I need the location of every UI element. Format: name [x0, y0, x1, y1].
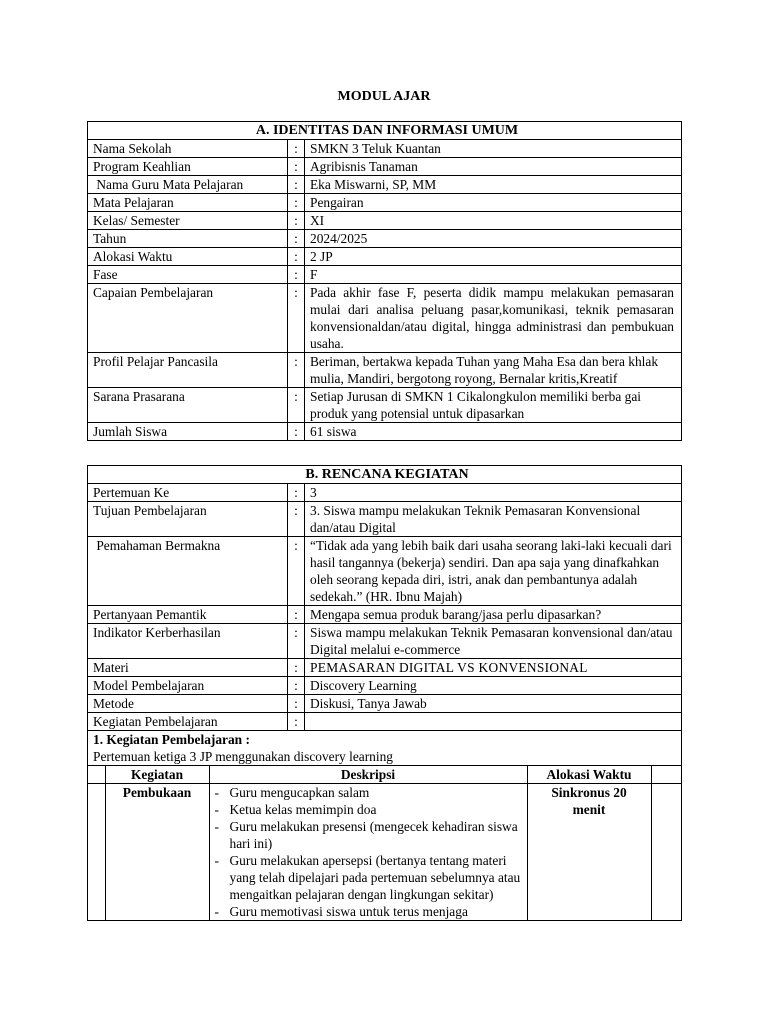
- row-label: Kegiatan Pembelajaran: [88, 713, 288, 731]
- row-separator: :: [288, 194, 305, 212]
- row-separator: :: [288, 606, 305, 624]
- row-separator: :: [288, 158, 305, 176]
- row-separator: :: [288, 140, 305, 158]
- table-row: [88, 212, 682, 230]
- row-separator: :: [288, 353, 305, 388]
- kegiatan-cell: Pembukaan: [105, 784, 209, 921]
- table-row: [88, 713, 682, 731]
- row-label: Pertemuan Ke: [88, 484, 288, 502]
- row-value: 2 JP: [305, 248, 682, 266]
- row-label: Metode: [88, 695, 288, 713]
- row-value: 3: [305, 484, 682, 502]
- row-label: Tujuan Pembelajaran: [88, 502, 288, 537]
- table-row: [88, 140, 682, 158]
- row-value: Setiap Jurusan di SMKN 1 Cikalongkulon memiliki berba gai produk yang potensial untuk dipasarkan: [305, 388, 682, 423]
- row-separator: :: [288, 176, 305, 194]
- alokasi-cell: Sinkronus 20 menit: [527, 784, 651, 921]
- blank-header-cell: [651, 766, 681, 784]
- row-label: Tahun: [88, 230, 288, 248]
- row-value: Diskusi, Tanya Jawab: [305, 695, 682, 713]
- kegiatan-section: [88, 731, 682, 921]
- list-item: - Guru mengucapkan salam: [212, 784, 523, 801]
- row-separator: :: [288, 624, 305, 659]
- row-value: [305, 713, 682, 731]
- table-row: [88, 695, 682, 713]
- section-a-header: A. IDENTITAS DAN INFORMASI UMUM: [88, 122, 682, 140]
- row-separator: :: [288, 659, 305, 677]
- table-row: [88, 423, 682, 441]
- row-value: Mengapa semua produk barang/jasa perlu dipasarkan?: [305, 606, 682, 624]
- row-value: Siswa mampu melakukan Teknik Pemasaran konvensional dan/atau Digital melalui e-commerce: [305, 624, 682, 659]
- table-row: [88, 484, 682, 502]
- row-label: Pemahaman Bermakna: [88, 537, 288, 606]
- table-row: [88, 176, 682, 194]
- row-separator: :: [288, 484, 305, 502]
- kegiatan-heading: 1. Kegiatan Pembelajaran :: [93, 732, 250, 747]
- kegiatan-subheading: Pertemuan ketiga 3 JP menggunakan discovery learning: [93, 749, 393, 764]
- row-separator: :: [288, 388, 305, 423]
- column-header-alokasi: Alokasi Waktu: [527, 766, 651, 784]
- table-row: [88, 606, 682, 624]
- table-row: [88, 194, 682, 212]
- row-separator: :: [288, 266, 305, 284]
- table-row: [88, 248, 682, 266]
- row-label: Alokasi Waktu: [88, 248, 288, 266]
- row-value: PEMASARAN DIGITAL VS KONVENSIONAL: [305, 659, 682, 677]
- table-row: [88, 158, 682, 176]
- row-value: Pengairan: [305, 194, 682, 212]
- row-label: Kelas/ Semester: [88, 212, 288, 230]
- row-separator: :: [288, 713, 305, 731]
- row-label: Profil Pelajar Pancasila: [88, 353, 288, 388]
- row-label: Pertanyaan Pemantik: [88, 606, 288, 624]
- row-label: Nama Guru Mata Pelajaran: [88, 176, 288, 194]
- list-item: - Guru melakukan apersepsi (bertanya tentang materi yang telah dipelajari pada pertemuan sebelumnya atau mengaitkan pelajaran dengan lingkungan sekitar): [212, 852, 523, 903]
- row-separator: :: [288, 212, 305, 230]
- table-row: [88, 230, 682, 248]
- row-label: Fase: [88, 266, 288, 284]
- table-row: [88, 677, 682, 695]
- row-separator: :: [288, 248, 305, 266]
- deskripsi-list: [212, 784, 523, 920]
- row-label: Program Keahlian: [88, 158, 288, 176]
- row-value: “Tidak ada yang lebih baik dari usaha seorang laki-laki kecuali dari hasil tangannya (bekerja) sendiri. Dan apa saja yang dinafkahkan oleh seorang kepada diri, istri, anak dan pembantunya adalah sedekah.” (HR. Ibnu Majah): [305, 537, 682, 606]
- row-separator: :: [288, 230, 305, 248]
- document-title: MODUL AJAR: [337, 89, 431, 104]
- section-b-header: B. RENCANA KEGIATAN: [88, 466, 682, 484]
- row-value: 2024/2025: [305, 230, 682, 248]
- list-item: - Guru melakukan presensi (mengecek kehadiran siswa hari ini): [212, 818, 523, 852]
- row-label: Model Pembelajaran: [88, 677, 288, 695]
- row-separator: :: [288, 695, 305, 713]
- row-separator: :: [288, 677, 305, 695]
- table-row: [88, 284, 682, 353]
- blank-header-cell: [88, 766, 105, 784]
- identity-table: [87, 121, 682, 441]
- table-row: [88, 266, 682, 284]
- list-item: - Guru memotivasi siswa untuk terus menjaga: [212, 903, 523, 920]
- row-value: Discovery Learning: [305, 677, 682, 695]
- row-value: Pada akhir fase F, peserta didik mampu melakukan pemasaran mulai dari analisa peluang pasar,komunikasi, teknik pemasaran konvensionaldan/atau digital, hingga administrasi dan pembukuan usaha.: [305, 284, 682, 353]
- row-separator: :: [288, 423, 305, 441]
- row-label: Materi: [88, 659, 288, 677]
- row-label: Sarana Prasarana: [88, 388, 288, 423]
- blank-cell: [651, 784, 681, 921]
- blank-cell: [88, 784, 105, 921]
- table-row: [88, 624, 682, 659]
- table-row: [88, 784, 681, 921]
- row-value: Agribisnis Tanaman: [305, 158, 682, 176]
- table-row: [88, 502, 682, 537]
- row-separator: :: [288, 284, 305, 353]
- row-value: SMKN 3 Teluk Kuantan: [305, 140, 682, 158]
- row-value: F: [305, 266, 682, 284]
- row-value: Beriman, bertakwa kepada Tuhan yang Maha Esa dan bera khlak mulia, Mandiri, bergotong royong, Bernalar kritis,Kreatif: [305, 353, 682, 388]
- row-separator: :: [288, 502, 305, 537]
- row-label: Mata Pelajaran: [88, 194, 288, 212]
- row-label: Jumlah Siswa: [88, 423, 288, 441]
- row-value: XI: [305, 212, 682, 230]
- table-row: [88, 353, 682, 388]
- row-label: Nama Sekolah: [88, 140, 288, 158]
- row-label: Capaian Pembelajaran: [88, 284, 288, 353]
- deskripsi-cell: [209, 784, 527, 921]
- column-header-kegiatan: Kegiatan: [105, 766, 209, 784]
- column-header-deskripsi: Deskripsi: [209, 766, 527, 784]
- list-item: - Ketua kelas memimpin doa: [212, 801, 523, 818]
- row-value: Eka Miswarni, SP, MM: [305, 176, 682, 194]
- row-value: 3. Siswa mampu melakukan Teknik Pemasaran Konvensional dan/atau Digital: [305, 502, 682, 537]
- row-label: Indikator Kerberhasilan: [88, 624, 288, 659]
- table-row: [88, 388, 682, 423]
- table-row: [88, 537, 682, 606]
- row-separator: :: [288, 537, 305, 606]
- plan-table: [87, 465, 682, 921]
- row-value: 61 siswa: [305, 423, 682, 441]
- kegiatan-table: [88, 765, 681, 920]
- table-row: [88, 659, 682, 677]
